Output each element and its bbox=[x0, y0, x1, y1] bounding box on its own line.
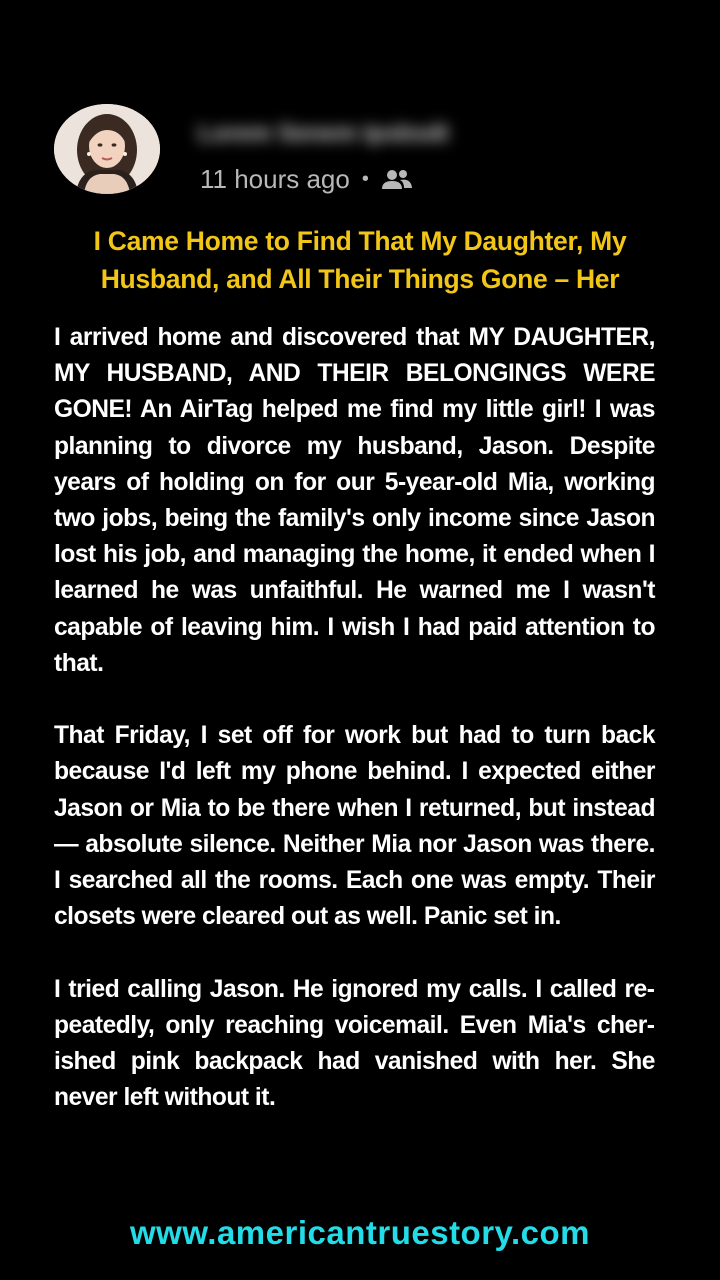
story-body bbox=[54, 320, 655, 1116]
story-paragraph: I tried calling Jason. He ignored my calls. I called repeatedly, only reaching voicemail. Even Mia's cherished pink backpack had vanished with her. She never left without it. bbox=[54, 975, 655, 1112]
post-timestamp[interactable]: 11 hours ago bbox=[200, 163, 350, 194]
friends-icon[interactable] bbox=[381, 167, 413, 191]
author-avatar[interactable] bbox=[54, 104, 160, 194]
author-name[interactable]: Lorem Senem Ipsbsdt bbox=[198, 120, 449, 147]
post-meta bbox=[200, 162, 413, 196]
story-paragraph: I arrived home and discovered that MY DAUGHTER, MY HUSBAND, AND THEIR BELONGINGS WERE GONE! An AirTag helped me find my little girl! I was planning to divorce my husband, Jason. Despite years of holding on for our 5-year-old Mia, working two jobs, being the family's only income since Jason lost his job, and managing the home, it ended when I learned he was unfaithful. He warned me I wasn't capable of leaving him. I wish I had paid attention to that. bbox=[54, 324, 655, 677]
meta-separator: • bbox=[361, 167, 369, 190]
story-paragraph: That Friday, I set off for work but had to turn back because I'd left my phone behind. I expected either Jason or Mia to be there when I returned, but instead — absolute silence. Neither Mia nor Jason was there. I searched all the rooms. Each one was empty. Their closets were cleared out as well. Panic set in. bbox=[54, 722, 655, 931]
website-link[interactable]: www.americantruestory.com bbox=[130, 1214, 590, 1251]
post-header bbox=[54, 104, 674, 196]
post-headline: I Came Home to Find That My Daughter, My Husband, and All Their Things Gone – Her bbox=[93, 226, 627, 294]
profile-photo-woman-icon bbox=[54, 104, 160, 194]
